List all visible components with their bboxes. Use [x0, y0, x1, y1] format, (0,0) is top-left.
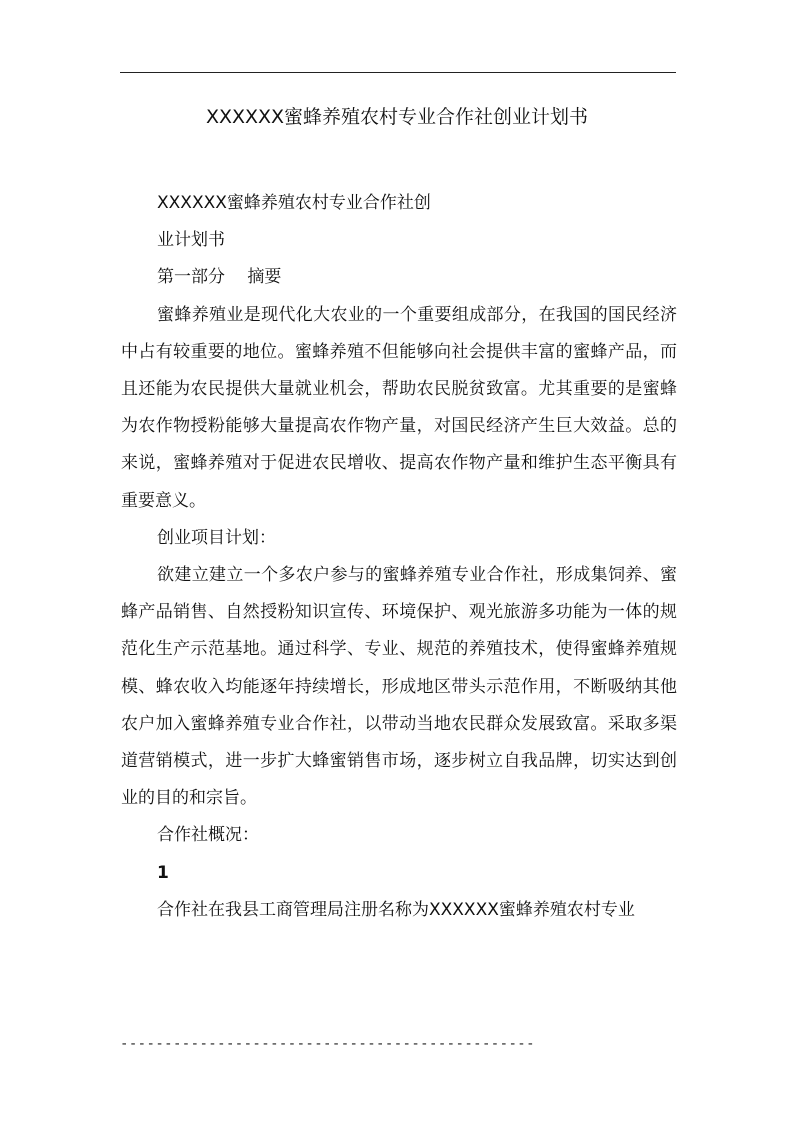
- overview-heading: 合作社概况：: [157, 825, 259, 846]
- document-title: XXXXXX蜜蜂养殖农村专业合作社创业计划书: [205, 106, 589, 128]
- header-rule: [120, 72, 676, 73]
- section-heading-summary: 第一部分 摘要: [157, 267, 282, 288]
- paragraph-overview: 合作社在我县工商管理局注册名称为XXXXXX蜜蜂养殖农村专业: [157, 899, 635, 920]
- paragraph-plan: 欲建立建立一个多农户参与的蜜蜂养殖专业合作社，形成集饲养、蜜蜂产品销售、自然授粉知识宣传、环境保护、观光旅游多功能为一体的规范化生产示范基地。通过科学、专业、规范的养殖技术，使得蜜蜂养殖规模、蜂农收入均能逐年持续增长，形成地区带头示范作用，不断吸纳其他农户加入蜜蜂养殖专业合作社，以带动当地农民群众发展致富。采取多渠道营销模式，进一步扩大蜂蜜销售市场，逐步树立自我品牌，切实达到创业的目的和宗旨。: [121, 565, 677, 809]
- paragraph-summary: 蜜蜂养殖业是现代化大农业的一个重要组成部分，在我国的国民经济中占有较重要的地位。蜜蜂养殖不但能够向社会提供丰富的蜜蜂产品，而且还能为农民提供大量就业机会，帮助农民脱贫致富。尤其重要的是蜜蜂为农作物授粉能够大量提高农作物产量，对国民经济产生巨大效益。总的来说，蜜蜂养殖对于促进农民增收、提高农作物产量和维护生态平衡具有重要意义。: [121, 304, 677, 511]
- footer-dashed-rule: -----------------------------------------------: [120, 1036, 535, 1052]
- plan-heading: 创业项目计划：: [157, 527, 276, 548]
- subtitle-line-2: 业计划书: [157, 230, 225, 251]
- document-body: [121, 185, 677, 929]
- page-number: 1: [157, 862, 169, 883]
- subtitle-line-1: XXXXXX蜜蜂养殖农村专业合作社创: [157, 193, 431, 213]
